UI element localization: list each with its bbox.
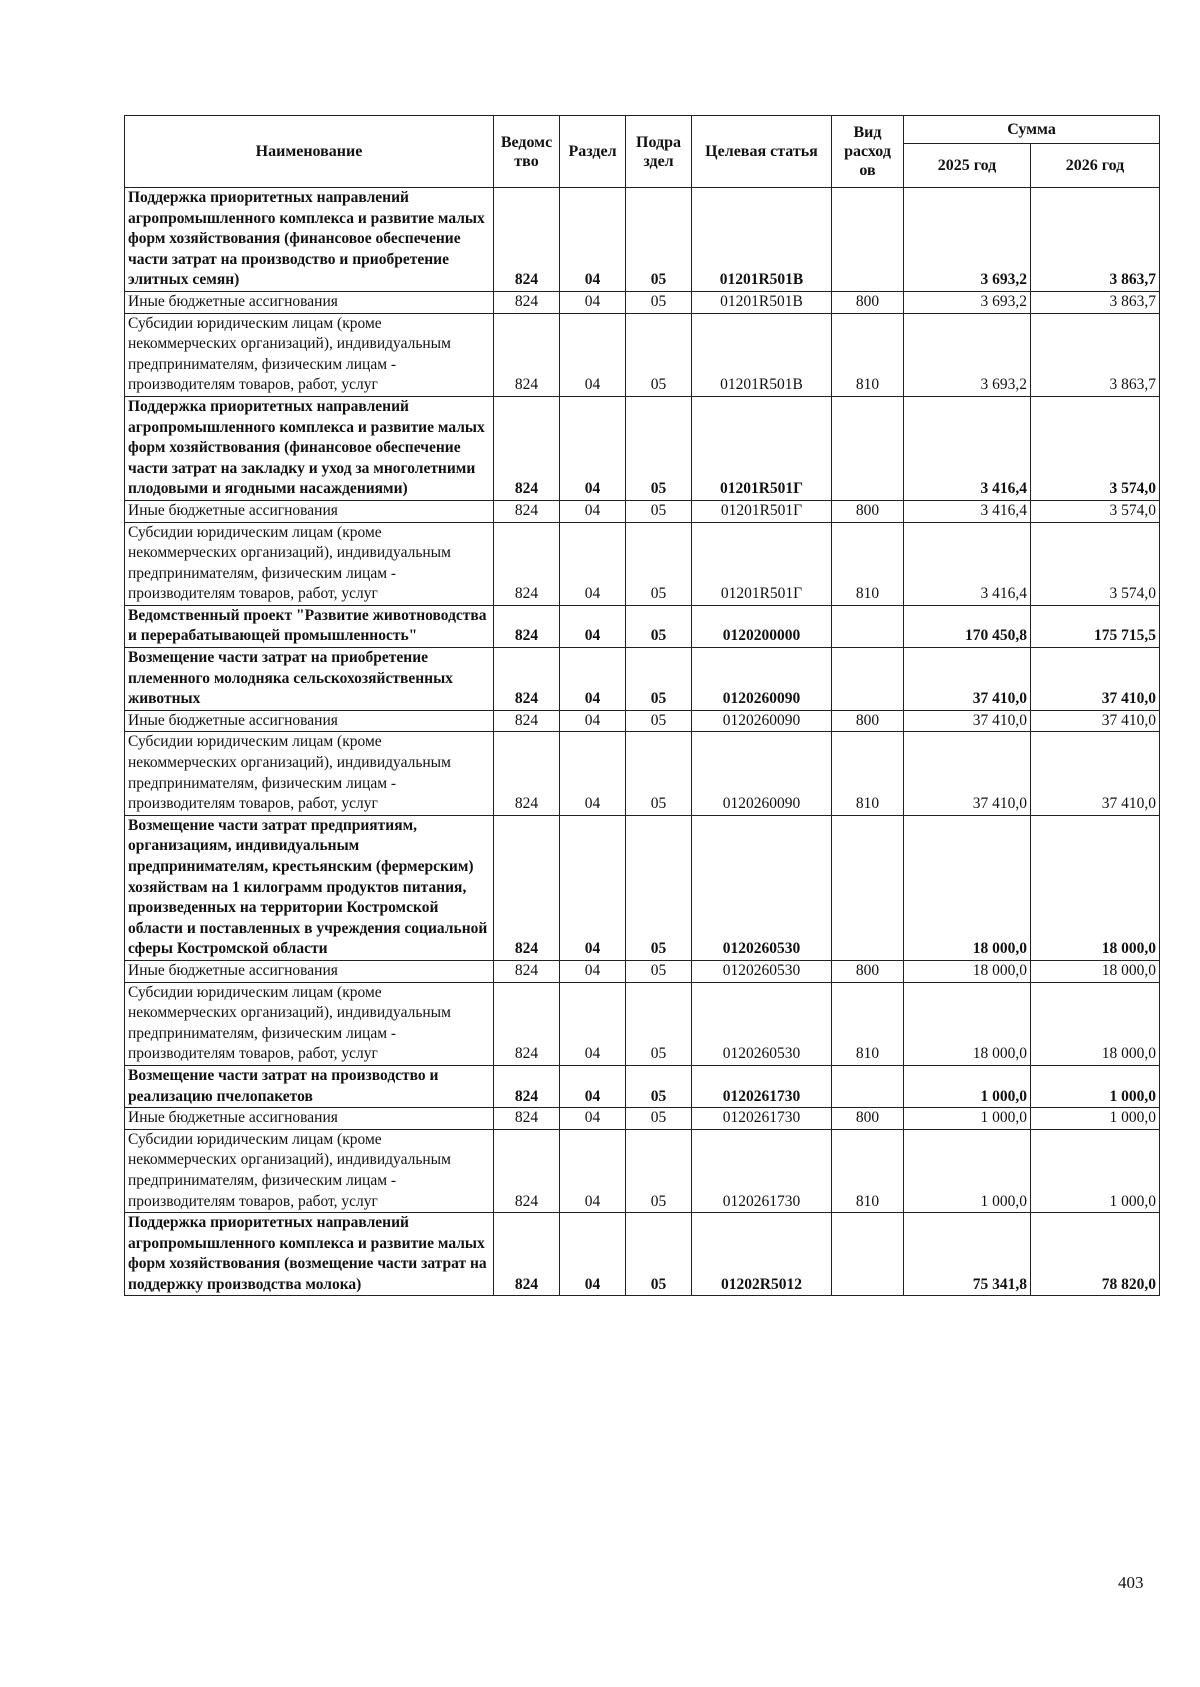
table-row: [125, 1108, 1160, 1130]
cell-department: 824: [494, 648, 560, 711]
cell-department: 824: [494, 815, 560, 960]
cell-target: 0120260090: [692, 648, 832, 711]
cell-expense-type: [832, 815, 904, 960]
cell-target: 0120260090: [692, 732, 832, 815]
cell-name: Субсидии юридическим лицам (кроме некоммерческих организаций), индивидуальным предпринимателям, физическим лицам - производителям товаров, работ, услуг: [125, 732, 494, 815]
cell-name: Иные бюджетные ассигнования: [125, 710, 494, 732]
cell-name: Поддержка приоритетных направлений агропромышленного комплекса и развитие малых форм хозяйствования (финансовое обеспечение части затрат на производство и приобретение элитных семян): [125, 188, 494, 292]
table-row: [125, 1213, 1160, 1296]
cell-sum-2026: 18 000,0: [1031, 815, 1160, 960]
cell-section: 04: [560, 815, 626, 960]
table-header: [125, 116, 1160, 188]
cell-subsection: 05: [626, 313, 692, 396]
cell-section: 04: [560, 605, 626, 647]
cell-target: 0120261730: [692, 1108, 832, 1130]
cell-department: 824: [494, 1065, 560, 1107]
cell-department: 824: [494, 732, 560, 815]
cell-name: Субсидии юридическим лицам (кроме некоммерческих организаций), индивидуальным предпринимателям, физическим лицам - производителям товаров, работ, услуг: [125, 982, 494, 1065]
cell-section: 04: [560, 982, 626, 1065]
cell-name: Иные бюджетные ассигнования: [125, 500, 494, 522]
cell-sum-2026: 37 410,0: [1031, 732, 1160, 815]
cell-expense-type: 810: [832, 982, 904, 1065]
cell-name: Субсидии юридическим лицам (кроме некоммерческих организаций), индивидуальным предпринимателям, физическим лицам - производителям товаров, работ, услуг: [125, 1129, 494, 1212]
table-row: [125, 313, 1160, 396]
cell-sum-2026: 3 863,7: [1031, 291, 1160, 313]
cell-sum-2026: 18 000,0: [1031, 960, 1160, 982]
cell-subsection: 05: [626, 732, 692, 815]
cell-target: 01201R501Г: [692, 500, 832, 522]
header-name: Наименование: [125, 116, 494, 188]
cell-target: 01201R501Г: [692, 396, 832, 500]
cell-target: 0120260530: [692, 815, 832, 960]
cell-name: Иные бюджетные ассигнования: [125, 960, 494, 982]
cell-target: 0120260530: [692, 960, 832, 982]
cell-sum-2026: 3 863,7: [1031, 313, 1160, 396]
table-row: [125, 522, 1160, 605]
table-row: [125, 396, 1160, 500]
cell-target: 01202R5012: [692, 1213, 832, 1296]
cell-section: 04: [560, 500, 626, 522]
cell-subsection: 05: [626, 710, 692, 732]
cell-name: Возмещение части затрат на производство и реализацию пчелопакетов: [125, 1065, 494, 1107]
cell-expense-type: 800: [832, 710, 904, 732]
cell-sum-2026: 175 715,5: [1031, 605, 1160, 647]
cell-department: 824: [494, 291, 560, 313]
cell-department: 824: [494, 960, 560, 982]
cell-section: 04: [560, 313, 626, 396]
cell-expense-type: 810: [832, 732, 904, 815]
table-body: [125, 188, 1160, 1296]
cell-target: 0120261730: [692, 1065, 832, 1107]
table-row: [125, 710, 1160, 732]
header-expense-type: Вид расход ов: [832, 116, 904, 188]
cell-expense-type: [832, 396, 904, 500]
cell-expense-type: 800: [832, 960, 904, 982]
header-year-2026: 2026 год: [1031, 144, 1160, 188]
header-department: Ведомс тво: [494, 116, 560, 188]
cell-name: Субсидии юридическим лицам (кроме некоммерческих организаций), индивидуальным предпринимателям, физическим лицам - производителям товаров, работ, услуг: [125, 522, 494, 605]
cell-name: Поддержка приоритетных направлений агропромышленного комплекса и развитие малых форм хозяйствования (возмещение части затрат на поддержку производства молока): [125, 1213, 494, 1296]
table-row: [125, 960, 1160, 982]
cell-sum-2025: 37 410,0: [904, 732, 1031, 815]
cell-department: 824: [494, 396, 560, 500]
cell-sum-2025: 1 000,0: [904, 1129, 1031, 1212]
table-row: [125, 1065, 1160, 1107]
header-subsection: Подра здел: [626, 116, 692, 188]
cell-target: 0120260530: [692, 982, 832, 1065]
cell-sum-2025: 3 693,2: [904, 313, 1031, 396]
cell-department: 824: [494, 1213, 560, 1296]
cell-target: 0120260090: [692, 710, 832, 732]
cell-expense-type: [832, 188, 904, 292]
cell-sum-2026: 1 000,0: [1031, 1129, 1160, 1212]
cell-sum-2025: 37 410,0: [904, 648, 1031, 711]
cell-name: Ведомственный проект "Развитие животноводства и перерабатывающей промышленность": [125, 605, 494, 647]
cell-sum-2025: 1 000,0: [904, 1065, 1031, 1107]
cell-name: Возмещение части затрат на приобретение племенного молодняка сельскохозяйственных животных: [125, 648, 494, 711]
cell-sum-2026: 3 863,7: [1031, 188, 1160, 292]
cell-section: 04: [560, 1108, 626, 1130]
cell-department: 824: [494, 982, 560, 1065]
cell-subsection: 05: [626, 960, 692, 982]
cell-target: 01201R501В: [692, 313, 832, 396]
cell-section: 04: [560, 522, 626, 605]
header-sum: Сумма: [904, 116, 1160, 144]
budget-table: [124, 115, 1160, 1296]
header-target: Целевая статья: [692, 116, 832, 188]
cell-sum-2025: 1 000,0: [904, 1108, 1031, 1130]
cell-name: Субсидии юридическим лицам (кроме некоммерческих организаций), индивидуальным предпринимателям, физическим лицам - производителям товаров, работ, услуг: [125, 313, 494, 396]
cell-sum-2025: 3 693,2: [904, 188, 1031, 292]
cell-subsection: 05: [626, 500, 692, 522]
cell-subsection: 05: [626, 605, 692, 647]
cell-subsection: 05: [626, 1213, 692, 1296]
cell-section: 04: [560, 1065, 626, 1107]
cell-sum-2025: 3 693,2: [904, 291, 1031, 313]
cell-subsection: 05: [626, 396, 692, 500]
cell-sum-2026: 1 000,0: [1031, 1108, 1160, 1130]
cell-subsection: 05: [626, 982, 692, 1065]
table-row: [125, 982, 1160, 1065]
cell-sum-2025: 37 410,0: [904, 710, 1031, 732]
table-row: [125, 732, 1160, 815]
cell-section: 04: [560, 710, 626, 732]
cell-sum-2026: 3 574,0: [1031, 522, 1160, 605]
cell-subsection: 05: [626, 291, 692, 313]
header-section: Раздел: [560, 116, 626, 188]
cell-expense-type: [832, 605, 904, 647]
cell-expense-type: 810: [832, 522, 904, 605]
table-row: [125, 648, 1160, 711]
table-row: [125, 188, 1160, 292]
cell-expense-type: [832, 1213, 904, 1296]
cell-name: Иные бюджетные ассигнования: [125, 1108, 494, 1130]
cell-target: 01201R501В: [692, 188, 832, 292]
cell-subsection: 05: [626, 815, 692, 960]
cell-department: 824: [494, 188, 560, 292]
cell-department: 824: [494, 522, 560, 605]
cell-subsection: 05: [626, 648, 692, 711]
cell-sum-2025: 3 416,4: [904, 522, 1031, 605]
cell-target: 01201R501В: [692, 291, 832, 313]
cell-sum-2025: 3 416,4: [904, 500, 1031, 522]
cell-name: Возмещение части затрат предприятиям, организациям, индивидуальным предпринимателям, крестьянским (фермерским) хозяйствам на 1 килограмм продуктов питания, произведенных на территории Костромской области и поставленных в учреждения социальной сферы Костромской области: [125, 815, 494, 960]
cell-expense-type: 810: [832, 1129, 904, 1212]
cell-name: Иные бюджетные ассигнования: [125, 291, 494, 313]
cell-section: 04: [560, 732, 626, 815]
cell-sum-2025: 170 450,8: [904, 605, 1031, 647]
header-year-2025: 2025 год: [904, 144, 1031, 188]
table-row: [125, 291, 1160, 313]
cell-subsection: 05: [626, 1129, 692, 1212]
cell-sum-2026: 37 410,0: [1031, 710, 1160, 732]
cell-expense-type: 800: [832, 1108, 904, 1130]
cell-sum-2026: 18 000,0: [1031, 982, 1160, 1065]
table-row: [125, 815, 1160, 960]
cell-sum-2025: 3 416,4: [904, 396, 1031, 500]
cell-expense-type: 800: [832, 500, 904, 522]
cell-sum-2025: 18 000,0: [904, 815, 1031, 960]
cell-sum-2026: 78 820,0: [1031, 1213, 1160, 1296]
cell-section: 04: [560, 188, 626, 292]
cell-subsection: 05: [626, 1108, 692, 1130]
cell-section: 04: [560, 396, 626, 500]
cell-section: 04: [560, 291, 626, 313]
cell-sum-2026: 3 574,0: [1031, 396, 1160, 500]
cell-target: 0120200000: [692, 605, 832, 647]
cell-section: 04: [560, 648, 626, 711]
cell-sum-2026: 1 000,0: [1031, 1065, 1160, 1107]
cell-target: 01201R501Г: [692, 522, 832, 605]
cell-section: 04: [560, 1213, 626, 1296]
cell-expense-type: [832, 648, 904, 711]
cell-section: 04: [560, 1129, 626, 1212]
cell-sum-2025: 18 000,0: [904, 982, 1031, 1065]
cell-subsection: 05: [626, 522, 692, 605]
cell-sum-2026: 37 410,0: [1031, 648, 1160, 711]
cell-expense-type: [832, 1065, 904, 1107]
cell-section: 04: [560, 960, 626, 982]
table-row: [125, 605, 1160, 647]
cell-department: 824: [494, 605, 560, 647]
cell-sum-2025: 75 341,8: [904, 1213, 1031, 1296]
cell-sum-2025: 18 000,0: [904, 960, 1031, 982]
cell-name: Поддержка приоритетных направлений агропромышленного комплекса и развитие малых форм хозяйствования (финансовое обеспечение части затрат на закладку и уход за многолетними плодовыми и ягодными насаждениями): [125, 396, 494, 500]
cell-subsection: 05: [626, 1065, 692, 1107]
page-number: 403: [1118, 1573, 1144, 1592]
cell-target: 0120261730: [692, 1129, 832, 1212]
cell-expense-type: 810: [832, 313, 904, 396]
table-row: [125, 500, 1160, 522]
cell-department: 824: [494, 1108, 560, 1130]
cell-sum-2026: 3 574,0: [1031, 500, 1160, 522]
cell-expense-type: 800: [832, 291, 904, 313]
table-row: [125, 1129, 1160, 1212]
cell-subsection: 05: [626, 188, 692, 292]
cell-department: 824: [494, 1129, 560, 1212]
cell-department: 824: [494, 500, 560, 522]
cell-department: 824: [494, 313, 560, 396]
cell-department: 824: [494, 710, 560, 732]
